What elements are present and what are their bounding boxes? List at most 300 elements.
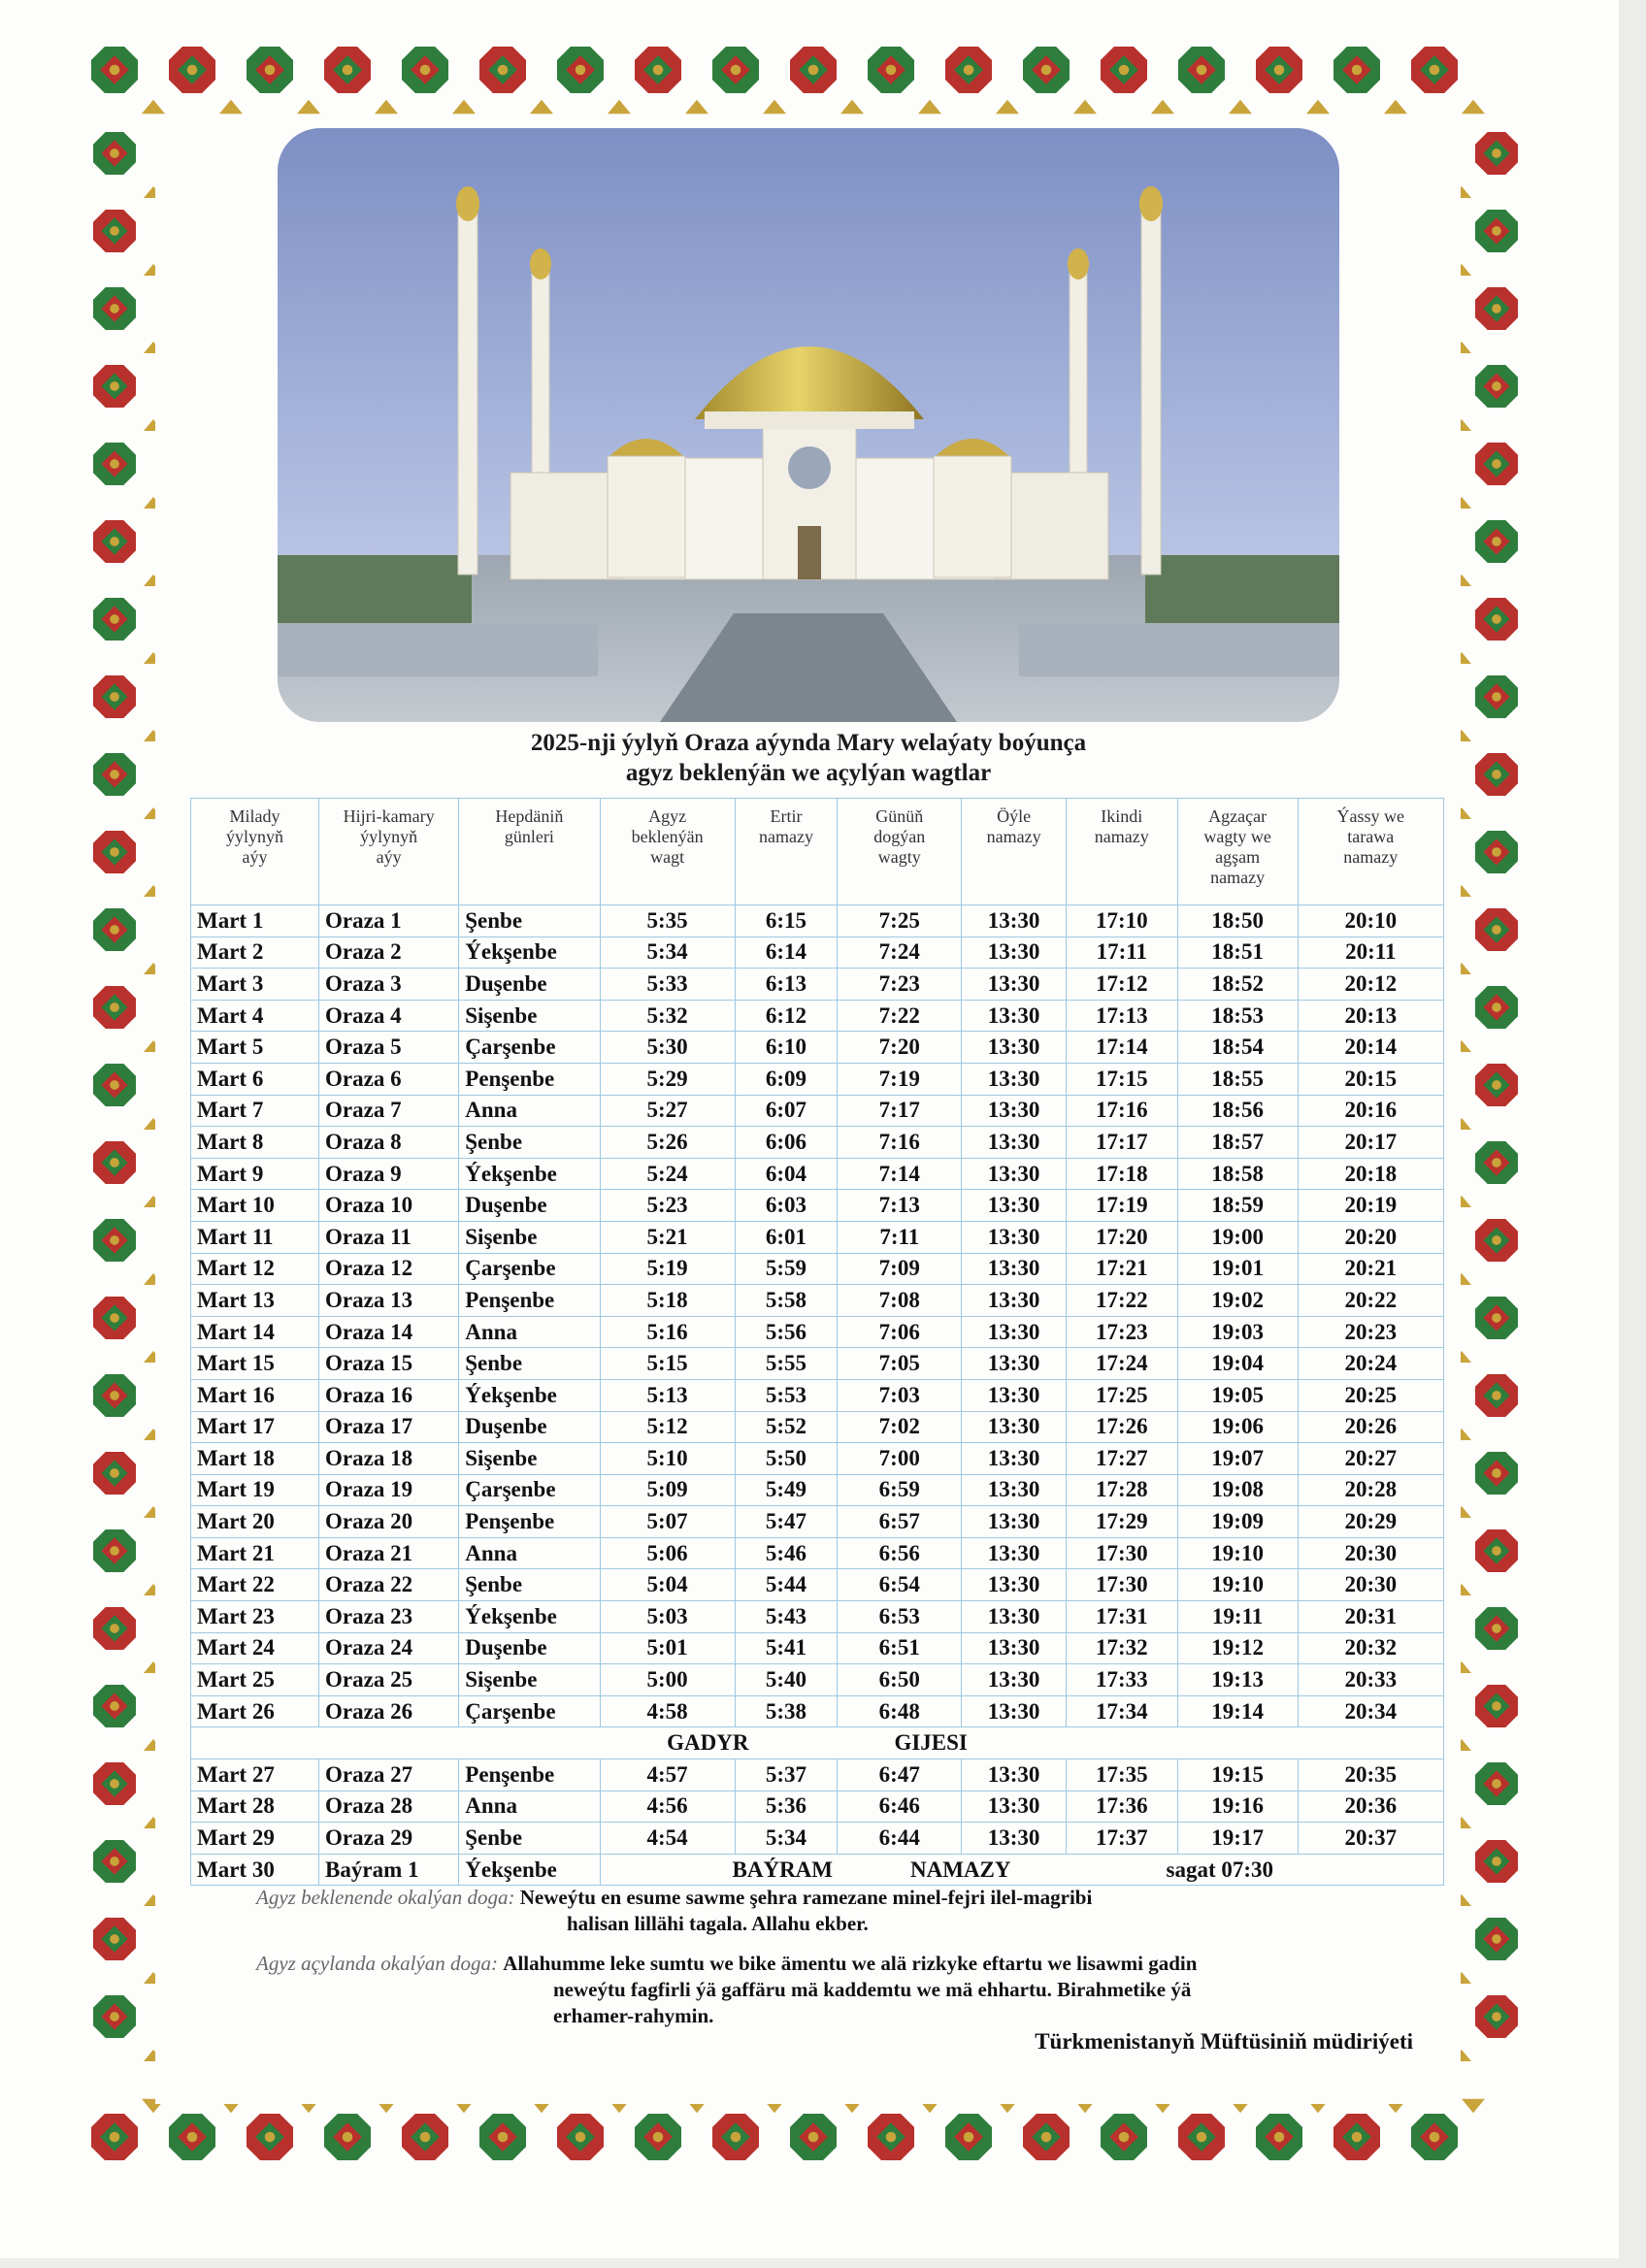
table-cell: 20:17 bbox=[1298, 1127, 1443, 1159]
ornament-motif bbox=[1475, 831, 1518, 873]
table-cell: 6:56 bbox=[838, 1537, 962, 1569]
ornament-triangle bbox=[996, 100, 1019, 114]
table-cell: 13:30 bbox=[962, 1221, 1067, 1253]
table-cell: 17:12 bbox=[1066, 969, 1177, 1001]
column-header-line: ýylynyň bbox=[360, 827, 418, 846]
ornament-motif bbox=[1178, 2114, 1225, 2160]
ornament-triangle bbox=[297, 100, 320, 114]
table-cell: 20:11 bbox=[1298, 937, 1443, 969]
ornament-triangle bbox=[763, 100, 786, 114]
table-cell: Oraza 2 bbox=[319, 937, 459, 969]
table-cell: 13:30 bbox=[962, 1253, 1067, 1285]
table-row bbox=[191, 937, 1444, 969]
table-cell: 20:12 bbox=[1298, 969, 1443, 1001]
table-cell: 20:32 bbox=[1298, 1632, 1443, 1664]
ornament-motif bbox=[712, 47, 759, 93]
table-cell: 13:30 bbox=[962, 1601, 1067, 1633]
column-header-line: dogýan bbox=[873, 827, 926, 846]
bayram-namazy-cell bbox=[600, 1854, 1443, 1886]
table-cell: 6:13 bbox=[735, 969, 838, 1001]
ornament-motif bbox=[1475, 753, 1518, 796]
table-cell: 13:30 bbox=[962, 1443, 1067, 1475]
column-header-line: Ikindi bbox=[1101, 806, 1143, 826]
table-row bbox=[191, 1221, 1444, 1253]
table-cell: Oraza 13 bbox=[319, 1285, 459, 1317]
table-cell: Penşenbe bbox=[459, 1759, 600, 1791]
ornament-motif bbox=[1475, 1607, 1518, 1650]
table-cell: 17:21 bbox=[1066, 1253, 1177, 1285]
table-cell: 5:41 bbox=[735, 1632, 838, 1664]
ornament-motif bbox=[169, 2114, 215, 2160]
fast-prayer bbox=[256, 1885, 1372, 1937]
table-cell: Oraza 1 bbox=[319, 905, 459, 937]
ornament-motif bbox=[635, 2114, 681, 2160]
ornament-motif bbox=[93, 132, 136, 175]
table-cell: 7:13 bbox=[838, 1190, 962, 1222]
break-prayer-line3: erhamer-rahymin. bbox=[553, 2004, 714, 2027]
table-cell: 5:59 bbox=[735, 1253, 838, 1285]
table-cell: 6:48 bbox=[838, 1695, 962, 1727]
table-cell: Anna bbox=[459, 1316, 600, 1348]
table-cell: 5:10 bbox=[600, 1443, 735, 1475]
table-cell: 18:54 bbox=[1177, 1032, 1298, 1064]
ornament-motif bbox=[1475, 520, 1518, 563]
table-cell: 5:56 bbox=[735, 1316, 838, 1348]
ornament-motif bbox=[868, 47, 914, 93]
ornament-motif bbox=[169, 47, 215, 93]
ornament-motif bbox=[790, 2114, 837, 2160]
table-row bbox=[191, 1316, 1444, 1348]
table-cell: 19:15 bbox=[1177, 1759, 1298, 1791]
table-cell: 17:22 bbox=[1066, 1285, 1177, 1317]
table-cell: Mart 10 bbox=[191, 1190, 319, 1222]
fast-prayer-label: Agyz beklenende okalýan doga: bbox=[256, 1886, 515, 1909]
table-cell: Mart 25 bbox=[191, 1664, 319, 1696]
table-cell: Penşenbe bbox=[459, 1285, 600, 1317]
table-cell: 18:58 bbox=[1177, 1158, 1298, 1190]
table-cell: Duşenbe bbox=[459, 1411, 600, 1443]
table-cell: 20:28 bbox=[1298, 1474, 1443, 1506]
table-cell: 7:17 bbox=[838, 1095, 962, 1127]
ornament-motif bbox=[93, 1607, 136, 1650]
table-cell: Oraza 24 bbox=[319, 1632, 459, 1664]
table-cell: Oraza 20 bbox=[319, 1506, 459, 1538]
table-cell: 5:04 bbox=[600, 1569, 735, 1601]
ornament-triangle bbox=[1229, 100, 1252, 114]
table-cell: 19:06 bbox=[1177, 1411, 1298, 1443]
table-cell: 5:53 bbox=[735, 1379, 838, 1411]
ornament-motif bbox=[1475, 443, 1518, 485]
ornament-motif bbox=[93, 1064, 136, 1106]
table-row bbox=[191, 1695, 1444, 1727]
table-cell: Ýekşenbe bbox=[459, 1158, 600, 1190]
table-cell: 17:16 bbox=[1066, 1095, 1177, 1127]
table-cell: 7:02 bbox=[838, 1411, 962, 1443]
ornament-motif bbox=[324, 47, 371, 93]
ornament-motif bbox=[93, 520, 136, 563]
ornament-motif bbox=[1475, 1840, 1518, 1883]
table-cell: 13:30 bbox=[962, 969, 1067, 1001]
ornament-motif bbox=[93, 443, 136, 485]
namazy-word: NAMAZY bbox=[910, 1857, 1011, 1882]
table-cell: 20:19 bbox=[1298, 1190, 1443, 1222]
table-cell: Oraza 11 bbox=[319, 1221, 459, 1253]
table-cell: Ýekşenbe bbox=[459, 937, 600, 969]
table-cell: 7:00 bbox=[838, 1443, 962, 1475]
column-header bbox=[191, 799, 319, 905]
table-cell: Mart 2 bbox=[191, 937, 319, 969]
ornament-motif bbox=[1023, 2114, 1070, 2160]
table-cell: 17:30 bbox=[1066, 1537, 1177, 1569]
table-cell: 6:14 bbox=[735, 937, 838, 969]
ornament-motif bbox=[1475, 132, 1518, 175]
table-cell: Oraza 15 bbox=[319, 1348, 459, 1380]
table-cell: 6:07 bbox=[735, 1095, 838, 1127]
table-cell: Mart 23 bbox=[191, 1601, 319, 1633]
table-cell: 13:30 bbox=[962, 937, 1067, 969]
ornament-motif bbox=[1101, 47, 1147, 93]
ornament-motif bbox=[1475, 598, 1518, 641]
table-cell: 13:30 bbox=[962, 1032, 1067, 1064]
table-cell: 20:25 bbox=[1298, 1379, 1443, 1411]
table-cell: 7:23 bbox=[838, 969, 962, 1001]
table-cell: Mart 13 bbox=[191, 1285, 319, 1317]
table-row bbox=[191, 969, 1444, 1001]
table-cell: 5:52 bbox=[735, 1411, 838, 1443]
table-cell: 7:06 bbox=[838, 1316, 962, 1348]
table-cell: Oraza 8 bbox=[319, 1127, 459, 1159]
table-cell: 5:15 bbox=[600, 1348, 735, 1380]
ornament-triangle bbox=[840, 100, 864, 114]
ornament-motif bbox=[402, 2114, 448, 2160]
mosque-picture bbox=[278, 128, 1339, 722]
ornament-motif bbox=[1178, 47, 1225, 93]
ornament-motif bbox=[1475, 210, 1518, 252]
table-header-row bbox=[191, 799, 1444, 905]
column-header-line: Ertir bbox=[770, 806, 803, 826]
table-cell: 19:04 bbox=[1177, 1348, 1298, 1380]
ornament-motif bbox=[868, 2114, 914, 2160]
table-cell: Penşenbe bbox=[459, 1506, 600, 1538]
table-cell: 20:18 bbox=[1298, 1158, 1443, 1190]
ornament-motif bbox=[93, 1529, 136, 1572]
ornament-motif bbox=[1475, 1452, 1518, 1495]
ornament-border-left bbox=[76, 37, 163, 2174]
column-header-line: Hijri-kamary bbox=[343, 806, 435, 826]
ornament-motif bbox=[93, 831, 136, 873]
table-cell: 20:21 bbox=[1298, 1253, 1443, 1285]
table-cell: 17:29 bbox=[1066, 1506, 1177, 1538]
table-cell: 7:05 bbox=[838, 1348, 962, 1380]
ornament-triangle bbox=[608, 100, 631, 114]
ornament-triangle bbox=[1151, 100, 1174, 114]
table-cell: 19:12 bbox=[1177, 1632, 1298, 1664]
table-cell: Mart 8 bbox=[191, 1127, 319, 1159]
column-header-line: Agzaçar bbox=[1208, 806, 1267, 826]
table-row bbox=[191, 1823, 1444, 1855]
table-cell: 17:36 bbox=[1066, 1791, 1177, 1823]
table-cell: 20:30 bbox=[1298, 1537, 1443, 1569]
table-cell: 13:30 bbox=[962, 1791, 1067, 1823]
table-cell: Anna bbox=[459, 1791, 600, 1823]
ornament-motif bbox=[1475, 1141, 1518, 1184]
table-row bbox=[191, 1379, 1444, 1411]
ornament-motif bbox=[1475, 365, 1518, 408]
table-cell: 13:30 bbox=[962, 1664, 1067, 1696]
table-cell: 6:57 bbox=[838, 1506, 962, 1538]
table-cell: 5:24 bbox=[600, 1158, 735, 1190]
table-cell: Duşenbe bbox=[459, 1190, 600, 1222]
prayer-times-table bbox=[190, 798, 1444, 1886]
table-cell: 18:56 bbox=[1177, 1095, 1298, 1127]
table-cell: 17:14 bbox=[1066, 1032, 1177, 1064]
table-cell: 6:44 bbox=[838, 1823, 962, 1855]
table-cell: 13:30 bbox=[962, 1695, 1067, 1727]
gadyr-row bbox=[191, 1727, 1444, 1759]
ornament-motif bbox=[557, 2114, 604, 2160]
table-cell: Duşenbe bbox=[459, 1632, 600, 1664]
table-cell: 5:18 bbox=[600, 1285, 735, 1317]
table-cell: 19:10 bbox=[1177, 1569, 1298, 1601]
ornament-motif bbox=[1475, 986, 1518, 1029]
table-cell: Şenbe bbox=[459, 1823, 600, 1855]
ornament-motif bbox=[945, 47, 992, 93]
column-header-line: namazy bbox=[1343, 847, 1399, 867]
table-cell: 5:49 bbox=[735, 1474, 838, 1506]
table-cell: Oraza 26 bbox=[319, 1695, 459, 1727]
table-cell: Şenbe bbox=[459, 905, 600, 937]
ornament-motif bbox=[1475, 1529, 1518, 1572]
ornament-triangle bbox=[1306, 100, 1330, 114]
column-header-line: günleri bbox=[504, 827, 554, 846]
table-cell: 13:30 bbox=[962, 1569, 1067, 1601]
ornament-motif bbox=[1411, 2114, 1458, 2160]
table-cell: 6:50 bbox=[838, 1664, 962, 1696]
table-cell: Sişenbe bbox=[459, 1664, 600, 1696]
table-cell: 20:35 bbox=[1298, 1759, 1443, 1791]
table-cell: 18:52 bbox=[1177, 969, 1298, 1001]
column-header-line: Öýle bbox=[997, 806, 1032, 826]
table-cell: 6:59 bbox=[838, 1474, 962, 1506]
table-cell: 13:30 bbox=[962, 1158, 1067, 1190]
table-cell: Mart 1 bbox=[191, 905, 319, 937]
ornament-motif bbox=[1475, 1995, 1518, 2038]
column-header-line: namazy bbox=[1094, 827, 1149, 846]
gadyr-word: GADYR bbox=[667, 1730, 749, 1756]
table-cell: 20:14 bbox=[1298, 1032, 1443, 1064]
table-row bbox=[191, 1569, 1444, 1601]
table-cell: 7:11 bbox=[838, 1221, 962, 1253]
table-cell: 18:53 bbox=[1177, 1000, 1298, 1032]
table-cell: 6:53 bbox=[838, 1601, 962, 1633]
table-cell: Oraza 7 bbox=[319, 1095, 459, 1127]
ornament-motif bbox=[1256, 2114, 1302, 2160]
table-cell: 20:34 bbox=[1298, 1695, 1443, 1727]
table-cell: Ýekşenbe bbox=[459, 1854, 600, 1886]
column-header-line: wagty we bbox=[1203, 827, 1271, 846]
column-header bbox=[1066, 799, 1177, 905]
table-cell: 17:33 bbox=[1066, 1664, 1177, 1696]
ornament-motif bbox=[1411, 47, 1458, 93]
table-cell: 19:00 bbox=[1177, 1221, 1298, 1253]
table-cell: 13:30 bbox=[962, 1348, 1067, 1380]
table-cell: 17:13 bbox=[1066, 1000, 1177, 1032]
table-cell: Oraza 25 bbox=[319, 1664, 459, 1696]
table-cell: 5:35 bbox=[600, 905, 735, 937]
table-cell: 20:13 bbox=[1298, 1000, 1443, 1032]
ornament-motif bbox=[93, 1374, 136, 1417]
table-cell: Oraza 10 bbox=[319, 1190, 459, 1222]
table-row bbox=[191, 1791, 1444, 1823]
table-cell: 7:16 bbox=[838, 1127, 962, 1159]
table-cell: 17:11 bbox=[1066, 937, 1177, 969]
column-header-line: ýylynyň bbox=[226, 827, 284, 846]
ornament-motif bbox=[93, 1297, 136, 1339]
table-cell: 5:27 bbox=[600, 1095, 735, 1127]
table-cell: Mart 3 bbox=[191, 969, 319, 1001]
column-header-line: tarawa bbox=[1347, 827, 1395, 846]
table-cell: Mart 28 bbox=[191, 1791, 319, 1823]
table-cell: 18:59 bbox=[1177, 1190, 1298, 1222]
table-cell: Mart 9 bbox=[191, 1158, 319, 1190]
table-cell: 17:15 bbox=[1066, 1063, 1177, 1095]
ornament-motif bbox=[790, 47, 837, 93]
table-cell: Mart 17 bbox=[191, 1411, 319, 1443]
ornament-motif bbox=[93, 1762, 136, 1805]
table-row bbox=[191, 1190, 1444, 1222]
table-cell: 13:30 bbox=[962, 1063, 1067, 1095]
table-cell: Mart 15 bbox=[191, 1348, 319, 1380]
table-cell: 20:26 bbox=[1298, 1411, 1443, 1443]
table-cell: Mart 4 bbox=[191, 1000, 319, 1032]
table-row bbox=[191, 1759, 1444, 1791]
table-cell: 19:05 bbox=[1177, 1379, 1298, 1411]
page-subtitle: agyz beklenýän we açylýan wagtlar bbox=[625, 760, 992, 786]
table-cell: Oraza 4 bbox=[319, 1000, 459, 1032]
table-cell: Oraza 21 bbox=[319, 1537, 459, 1569]
table-cell: 17:25 bbox=[1066, 1379, 1177, 1411]
table-cell: Mart 6 bbox=[191, 1063, 319, 1095]
table-cell: 6:51 bbox=[838, 1632, 962, 1664]
column-header bbox=[459, 799, 600, 905]
table-cell: 5:09 bbox=[600, 1474, 735, 1506]
ornament-border-right bbox=[1456, 37, 1535, 2174]
table-cell: 5:40 bbox=[735, 1664, 838, 1696]
table-cell: Oraza 9 bbox=[319, 1158, 459, 1190]
table-cell: Mart 29 bbox=[191, 1823, 319, 1855]
table-row bbox=[191, 1000, 1444, 1032]
table-cell: 5:55 bbox=[735, 1348, 838, 1380]
column-header-line: agşam bbox=[1215, 847, 1261, 867]
table-cell: Penşenbe bbox=[459, 1063, 600, 1095]
table-cell: 6:06 bbox=[735, 1127, 838, 1159]
column-header bbox=[1177, 799, 1298, 905]
table-row bbox=[191, 1127, 1444, 1159]
table-cell: Anna bbox=[459, 1095, 600, 1127]
table-cell: 13:30 bbox=[962, 1537, 1067, 1569]
table-cell: 5:06 bbox=[600, 1537, 735, 1569]
ornament-motif bbox=[93, 210, 136, 252]
table-cell: 17:35 bbox=[1066, 1759, 1177, 1791]
ornament-motif bbox=[93, 675, 136, 718]
table-cell: 19:01 bbox=[1177, 1253, 1298, 1285]
ornament-motif bbox=[1475, 1297, 1518, 1339]
ornament-motif bbox=[93, 986, 136, 1029]
table-cell: Mart 12 bbox=[191, 1253, 319, 1285]
table-cell: 6:46 bbox=[838, 1791, 962, 1823]
table-cell: Mart 20 bbox=[191, 1506, 319, 1538]
column-header-line: beklenýän bbox=[631, 827, 704, 846]
table-cell: Şenbe bbox=[459, 1569, 600, 1601]
ornament-motif bbox=[93, 1685, 136, 1727]
table-cell: 5:34 bbox=[600, 937, 735, 969]
ornament-motif bbox=[479, 2114, 526, 2160]
table-cell: Oraza 12 bbox=[319, 1253, 459, 1285]
table-cell: 7:25 bbox=[838, 905, 962, 937]
table-cell: 4:56 bbox=[600, 1791, 735, 1823]
table-cell: 13:30 bbox=[962, 1379, 1067, 1411]
ornament-motif bbox=[324, 2114, 371, 2160]
table-cell: 4:58 bbox=[600, 1695, 735, 1727]
table-cell: 13:30 bbox=[962, 1506, 1067, 1538]
bayram-word: BAÝRAM bbox=[732, 1857, 834, 1882]
table-row bbox=[191, 1537, 1444, 1569]
table-cell: Oraza 17 bbox=[319, 1411, 459, 1443]
ornament-motif bbox=[1475, 1918, 1518, 1960]
table-cell: 20:27 bbox=[1298, 1443, 1443, 1475]
table-cell: 20:29 bbox=[1298, 1506, 1443, 1538]
ornament-triangle bbox=[918, 100, 941, 114]
table-cell: 4:57 bbox=[600, 1759, 735, 1791]
table-cell: 18:55 bbox=[1177, 1063, 1298, 1095]
table-cell: Ýekşenbe bbox=[459, 1379, 600, 1411]
column-header bbox=[735, 799, 838, 905]
break-prayer-line1: Allahumme leke sumtu we bike ämentu we alä rizkyke eftartu we lisawmi gadin bbox=[503, 1952, 1198, 1975]
table-cell: Anna bbox=[459, 1537, 600, 1569]
table-cell: 5:19 bbox=[600, 1253, 735, 1285]
table-cell: 19:17 bbox=[1177, 1823, 1298, 1855]
column-header-line: Ýassy we bbox=[1336, 806, 1405, 826]
table-cell: 20:24 bbox=[1298, 1348, 1443, 1380]
table-cell: 19:03 bbox=[1177, 1316, 1298, 1348]
table-cell: 7:22 bbox=[838, 1000, 962, 1032]
ornament-motif bbox=[93, 365, 136, 408]
fast-prayer-line1: Neweýtu en esume sawme şehra ramezane minel-fejri ilel-magribi bbox=[519, 1886, 1093, 1909]
table-cell: Mart 18 bbox=[191, 1443, 319, 1475]
table-cell: 6:12 bbox=[735, 1000, 838, 1032]
ornament-motif bbox=[247, 2114, 293, 2160]
ornament-motif bbox=[945, 2114, 992, 2160]
table-row bbox=[191, 1474, 1444, 1506]
signature: Türkmenistanyň Müftüsiniň müdiriýeti bbox=[1035, 2029, 1413, 2054]
table-cell: 13:30 bbox=[962, 1759, 1067, 1791]
table-cell: Oraza 3 bbox=[319, 969, 459, 1001]
table-cell: 5:12 bbox=[600, 1411, 735, 1443]
table-cell: Çarşenbe bbox=[459, 1253, 600, 1285]
column-header bbox=[962, 799, 1067, 905]
table-cell: 4:54 bbox=[600, 1823, 735, 1855]
table-cell: Sişenbe bbox=[459, 1443, 600, 1475]
table-cell: 5:58 bbox=[735, 1285, 838, 1317]
ornament-motif bbox=[1023, 47, 1070, 93]
column-header bbox=[319, 799, 459, 905]
table-row bbox=[191, 1632, 1444, 1664]
break-prayer bbox=[256, 1951, 1372, 2029]
column-header-line: namazy bbox=[758, 827, 813, 846]
ornament-motif bbox=[479, 47, 526, 93]
table-cell: 13:30 bbox=[962, 1000, 1067, 1032]
table-cell: Mart 5 bbox=[191, 1032, 319, 1064]
